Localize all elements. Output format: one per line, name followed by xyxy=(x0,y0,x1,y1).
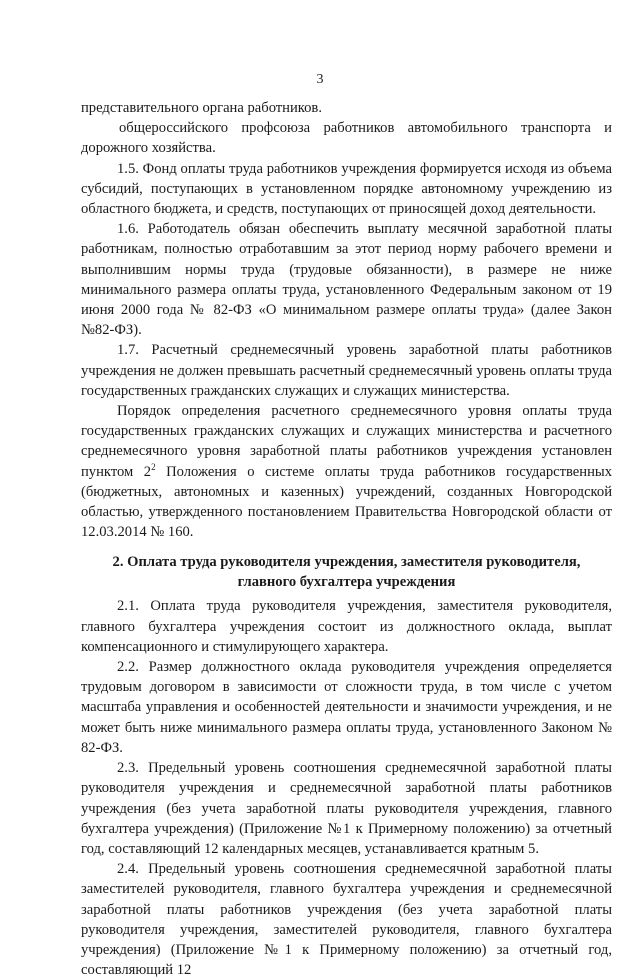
paragraph-1-5: 1.5. Фонд оплаты труда работников учреждения формируется исходя из объема субсидий, поступающих в установленном порядке автономному учреждению из областного бюджета, и средств, поступающих от приносящей доход деятельности. xyxy=(81,160,612,218)
paragraph-2-3: 2.3. Предельный уровень соотношения среднемесячной заработной платы руководителя учреждения и среднемесячной заработной платы работников учреждения (без учета заработной платы руководителя учреждения, главного бухгалтера учреждения) (Приложение №1 к Примерному положению) за отчетный год, составляющий 12 календарных месяцев, устанавливается кратным 5. xyxy=(81,760,612,857)
paragraph-1-6: 1.6. Работодатель обязан обеспечить выплату месячной заработной платы работникам, полностью отработавшим за этот период норму рабочего времени и выполнившим нормы труда (трудовые обязанности), в размере не ниже минимального размера оплаты труда, установленного Федеральным законом от 19 июня 2000 года № 82-ФЗ «О минимальном размере оплаты труда» (далее Закон №82-ФЗ). xyxy=(81,221,612,339)
document-body xyxy=(81,98,612,980)
paragraph-2-1: 2.1. Оплата труда руководителя учреждения, заместителя руководителя, главного бухгалтера учреждения состоит из должностного оклада, выплат компенсационного и стимулирующего характера. xyxy=(81,598,612,655)
page-number: 3 xyxy=(316,72,324,87)
paragraph-order-text-a: Порядок определения расчетного среднемесячного уровня оплаты труда государственных гражданских служащих и служащих министерства и расчетного среднемесячного уровня заработной платы работников учреждения установлен пунктом 2 xyxy=(81,403,612,480)
paragraph-organ: представительного органа работников. xyxy=(81,100,322,116)
section-2-heading-line1: 2. Оплата труда руководителя учреждения, заместителя руководителя, xyxy=(112,554,581,571)
superscript-2: 2 xyxy=(151,461,156,472)
paragraph-order-text-b: Положения о системе оплаты труда работников государственных (бюджетных, автономных и казенных) учреждений, созданных Новгородской областью, утвержденного постановлением Правительства Новгородской области от 12.03.2014 № 160. xyxy=(81,463,612,541)
paragraph-2-4: 2.4. Предельный уровень соотношения среднемесячной заработной платы заместителей руководителя, главного бухгалтера учреждения и среднемесячной заработной платы работников учреждения (без учета заработной платы руководителя учреждения, заместителей руководителя, главного бухгалтера учреждения) (Приложение №1 к Примерному положению) за отчетный год, составляющий 12 xyxy=(81,861,612,979)
paragraph-2-2: 2.2. Размер должностного оклада руководителя учреждения определяется трудовым договором в зависимости от сложности труда, в том числе с учетом масштаба управления и особенностей деятельности и значимости учреждения, и не может быть ниже минимального размера оплаты труда, установленного Законом № 82-ФЗ. xyxy=(81,659,612,756)
section-2-heading xyxy=(81,552,612,592)
paragraph-order xyxy=(81,401,612,542)
paragraph-union: общероссийского профсоюза работников автомобильного транспорта и дорожного хозяйства. xyxy=(81,120,612,157)
paragraph-1-7: 1.7. Расчетный среднемесячный уровень заработной платы работников учреждения не должен превышать расчетный среднемесячный уровень оплаты труда государственных гражданских служащих и служащих министерства. xyxy=(81,342,612,399)
section-2-heading-line2: главного бухгалтера учреждения xyxy=(237,574,456,591)
